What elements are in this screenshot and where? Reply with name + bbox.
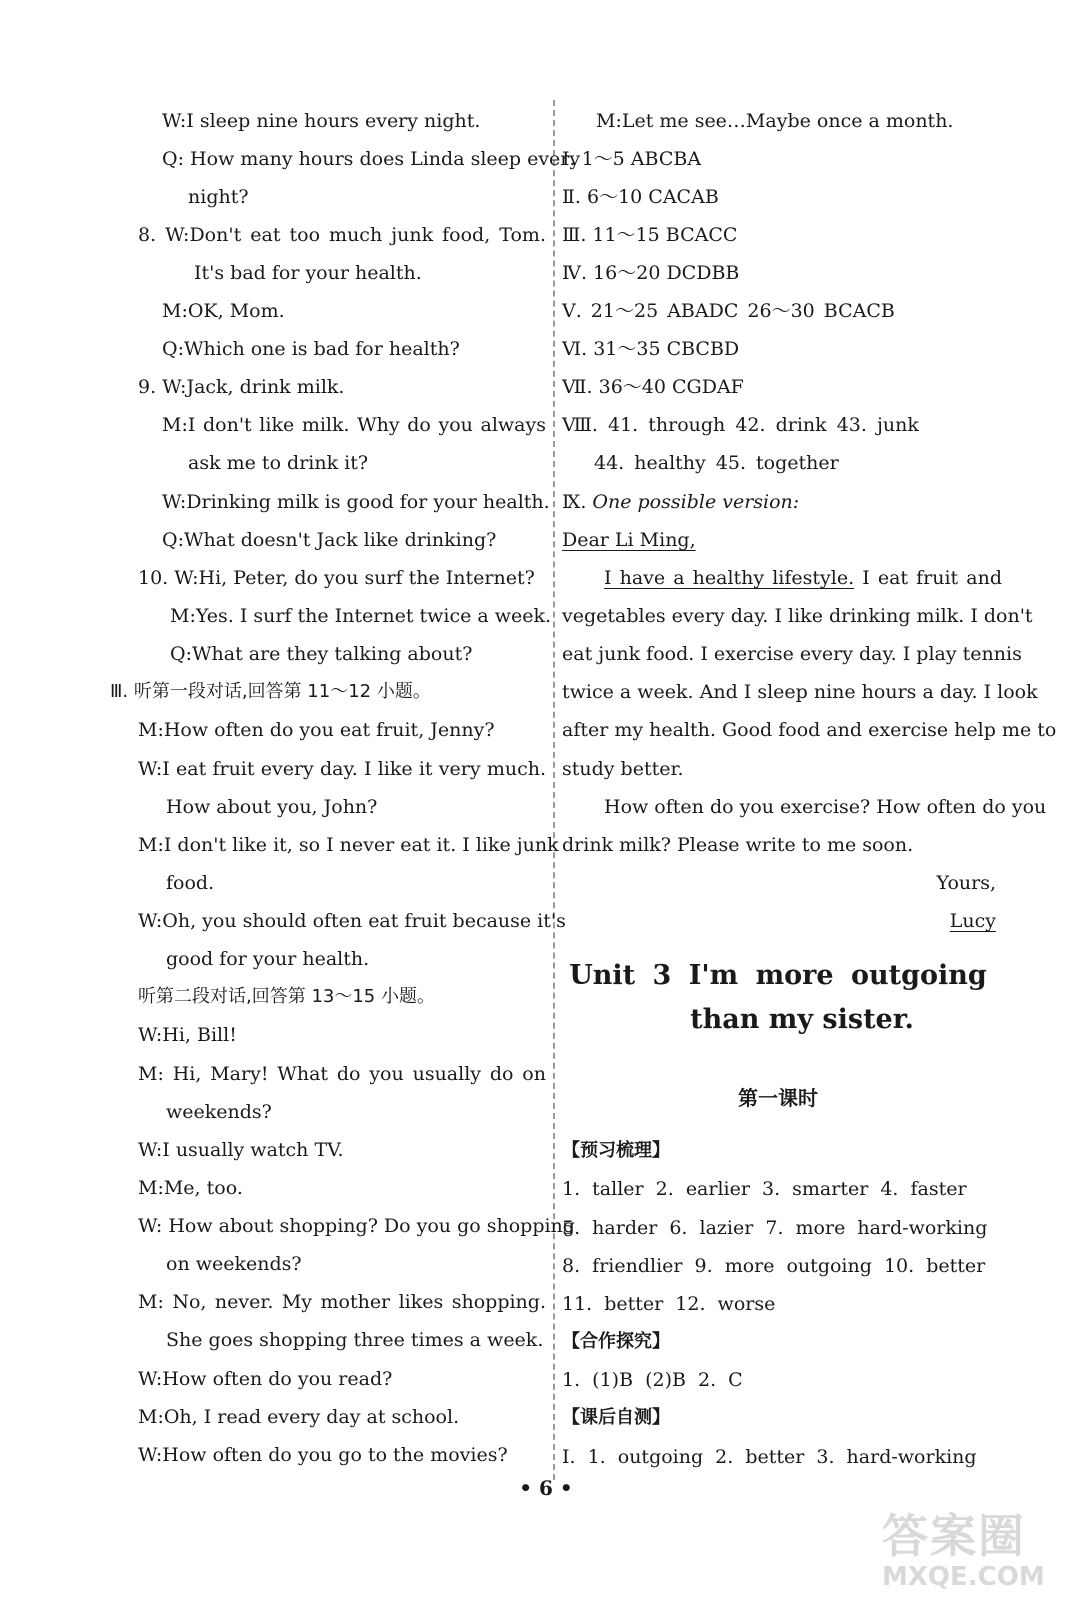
text-line: M:Me, too. (138, 1177, 243, 1199)
unit-subtitle: than my sister. (690, 1004, 914, 1035)
text-line: 9. W:Jack, drink milk. (138, 376, 345, 398)
section-label: 【合作探究】 (562, 1331, 670, 1352)
version-label: One possible version: (592, 491, 800, 513)
text-line: study better. (562, 758, 684, 780)
text-line: W:How often do you go to the movies? (138, 1444, 508, 1466)
item-number: Ⅸ. (562, 491, 587, 513)
section-label: 【课后自测】 (562, 1407, 670, 1428)
text-line: M: No, never. My mother likes shopping. (138, 1291, 546, 1313)
text-line: M:I don't like milk. Why do you always (162, 414, 546, 436)
answer-line: Ⅷ. 41. through 42. drink 43. junk (562, 414, 919, 436)
answer-line: Ⅳ. 16～20 DCDBB (562, 262, 740, 284)
text-line: after my health. Good food and exercise help me to (562, 719, 1057, 741)
text-line: M:Oh, I read every day at school. (138, 1406, 460, 1428)
text-line: ask me to drink it? (188, 452, 369, 474)
answer-line: 5. harder 6. lazier 7. more hard-working (562, 1217, 988, 1239)
text-line: It's bad for your health. (194, 262, 422, 284)
text-line: M:OK, Mom. (162, 300, 285, 322)
text-line: Q: How many hours does Linda sleep every (162, 148, 581, 170)
answer-line (562, 489, 1002, 515)
text-line: 8. W:Don't eat too much junk food, Tom. (138, 224, 546, 246)
column-divider (553, 100, 555, 1480)
text-fragment: I eat fruit and (862, 567, 1003, 589)
answer-line: Ⅰ. 1. outgoing 2. better 3. hard-working (562, 1446, 977, 1468)
watermark-text: 答案圈 (882, 1509, 1026, 1563)
page-number: • 6 • (519, 1476, 573, 1500)
text-line: M:How often do you eat fruit, Jenny? (138, 719, 495, 741)
text-line: W:I usually watch TV. (138, 1139, 344, 1161)
text-line: How often do you exercise? How often do you (604, 796, 1047, 818)
text-line: drink milk? Please write to me soon. (562, 834, 914, 856)
answer-line: Ⅰ. 1～5 ABCBA (562, 148, 702, 170)
answer-line: 44. healthy 45. together (594, 452, 839, 474)
section-heading: 听第二段对话,回答第 13～15 小题。 (138, 986, 435, 1007)
text-line: night? (188, 186, 249, 208)
answer-line: 1. (1)B (2)B 2. C (562, 1369, 743, 1391)
watermark-logo (882, 1500, 1072, 1595)
text-line: M: Hi, Mary! What do you usually do on (138, 1063, 546, 1085)
answer-line: Ⅶ. 36～40 CGDAF (562, 376, 744, 398)
text-line: W: How about shopping? Do you go shopping (138, 1215, 575, 1237)
text-line (604, 565, 1002, 591)
text-line: eat junk food. I exercise every day. I play tennis (562, 643, 1022, 665)
text-line: weekends? (166, 1101, 272, 1123)
letter-closing: Yours, (936, 872, 996, 894)
text-line: Q:Which one is bad for health? (162, 338, 460, 360)
text-line: Q:What are they talking about? (170, 643, 473, 665)
text-line: W:Drinking milk is good for your health. (162, 491, 550, 513)
answer-line: Ⅵ. 31～35 CBCBD (562, 338, 740, 360)
text-line: M:I don't like it, so I never eat it. I like junk (138, 834, 559, 856)
text-line: vegetables every day. I like drinking milk. I don't (562, 605, 1033, 627)
answer-line: Ⅴ. 21～25 ABADC 26～30 BCACB (562, 300, 895, 322)
answer-line: Ⅱ. 6～10 CACAB (562, 186, 719, 208)
text-line: on weekends? (166, 1253, 302, 1275)
text-line: W:I sleep nine hours every night. (162, 110, 481, 132)
text-line: W:How often do you read? (138, 1368, 393, 1390)
text-line: W:Oh, you should often eat fruit because it's (138, 910, 566, 932)
answer-line: 8. friendlier 9. more outgoing 10. better (562, 1255, 986, 1277)
letter-salutation: Dear Li Ming, (562, 529, 696, 551)
letter-signature: Lucy (949, 910, 996, 932)
answer-line: 11. better 12. worse (562, 1293, 776, 1315)
text-line: good for your health. (166, 948, 370, 970)
text-line: M:Let me see…Maybe once a month. (596, 110, 954, 132)
text-line: Q:What doesn't Jack like drinking? (162, 529, 497, 551)
answer-line: 1. taller 2. earlier 3. smarter 4. faster (562, 1178, 967, 1200)
text-line: twice a week. And I sleep nine hours a day. I look (562, 681, 1038, 703)
answer-line: Ⅲ. 11～15 BCACC (562, 224, 738, 246)
text-line: How about you, John? (166, 796, 378, 818)
text-line: food. (166, 872, 215, 894)
text-line: W:I eat fruit every day. I like it very much. (138, 758, 546, 780)
section-label: 【预习梳理】 (562, 1140, 670, 1161)
topic-sentence: I have a healthy lifestyle. (604, 567, 855, 589)
text-line: 10. W:Hi, Peter, do you surf the Internet? (138, 567, 535, 589)
text-line: W:Hi, Bill! (138, 1024, 237, 1046)
watermark-url: MXQE.COM (882, 1562, 1045, 1592)
text-line: She goes shopping three times a week. (166, 1329, 544, 1351)
unit-title: Unit 3 I'm more outgoing (569, 960, 987, 991)
lesson-heading: 第一课时 (738, 1086, 818, 1110)
section-heading: Ⅲ. 听第一段对话,回答第 11～12 小题。 (110, 681, 431, 702)
text-line: M:Yes. I surf the Internet twice a week. (170, 605, 552, 627)
